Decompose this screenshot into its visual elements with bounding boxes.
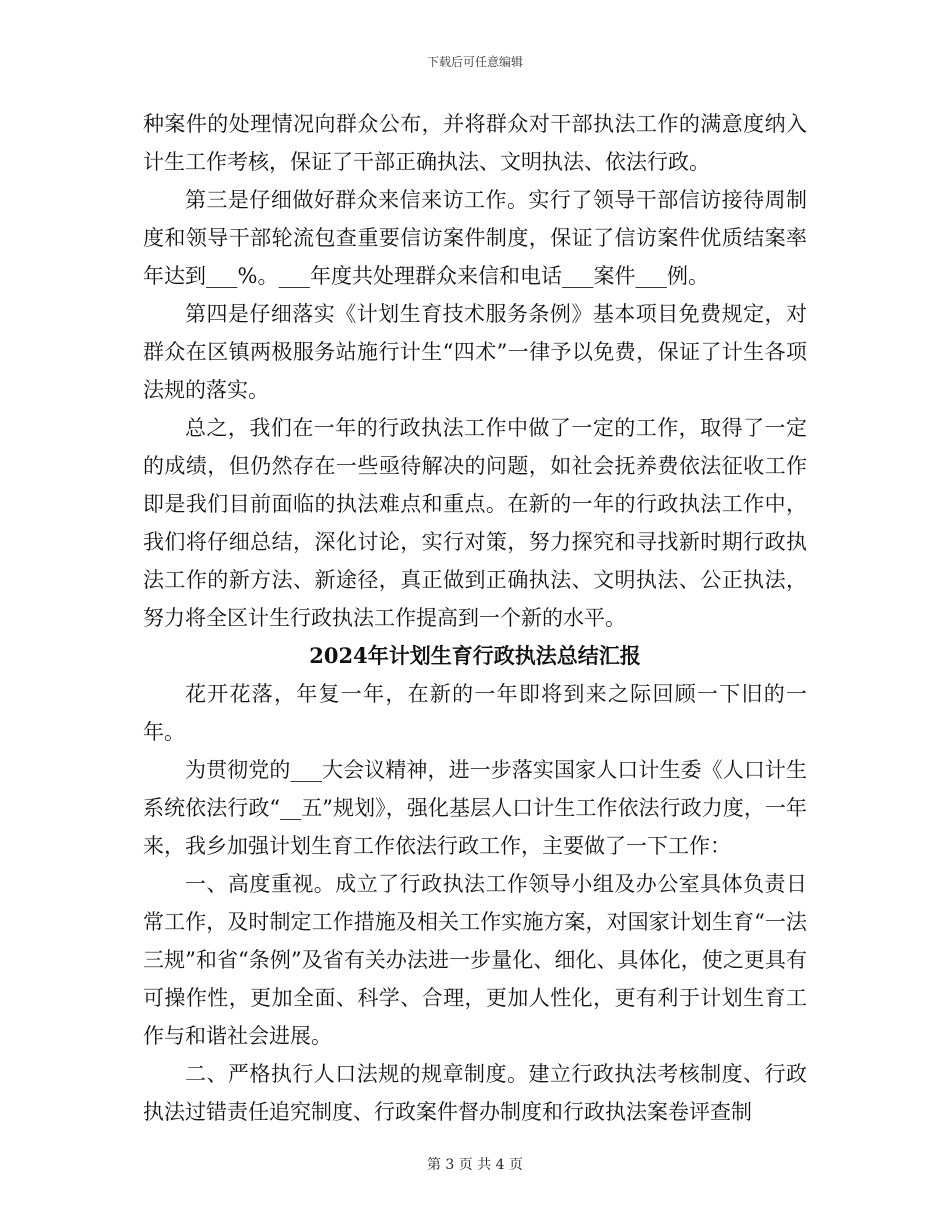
paragraph-technical-service: 第四是仔细落实《计划生育技术服务条例》基本项目免费规定，对群众在区镇两极服务站施行计生“四术”一律予以免费，保证了计生各项法规的落实。	[143, 302, 807, 402]
paragraph-letters-visits: 第三是仔细做好群众来信来访工作。实行了领导干部信访接待周制度和领导干部轮流包查重要信访案件制度，保证了信访案件优质结案率年达到___%。___年度共处理群众来信和电话___案件___例。	[143, 188, 807, 288]
paragraph-summary: 总之，我们在一年的行政执法工作中做了一定的工作，取得了一定的成绩，但仍然存在一些亟待解决的问题，如社会抚养费依法征收工作即是我们目前面临的执法难点和重点。在新的一年的行政执法工作中，我们将仔细总结，深化讨论，实行对策，努力探究和寻找新时期行政执法工作的新方法、新途径，真正做到正确执法、文明执法、公正执法，努力将全区计生行政执法工作提高到一个新的水平。	[143, 416, 807, 630]
paragraph-background: 为贯彻党的___大会议精神，进一步落实国家人口计生委《人口计生系统依法行政“__五”规划》，强化基层人口计生工作依法行政力度，一年来，我乡加强计划生育工作依法行政工作，主要做了一下工作：	[143, 758, 807, 858]
paragraph-point-one: 一、高度重视。成立了行政执法工作领导小组及办公室具体负责日常工作，及时制定工作措施及相关工作实施方案，对国家计划生育“一法三规”和省“条例”及省有关办法进一步量化、细化、具体化，使之更具有可操作性，更加全面、科学、合理，更加人性化，更有利于计划生育工作与和谐社会进展。	[143, 872, 807, 1048]
page-footer: 第 3 页 共 4 页	[426, 1157, 524, 1173]
paragraph-continuation: 种案件的处理情况向群众公布，并将群众对干部执法工作的满意度纳入计生工作考核，保证了干部正确执法、文明执法、依法行政。	[143, 112, 807, 174]
page-header: 下载后可任意编辑	[426, 55, 523, 69]
paragraph-point-two: 二、严格执行人口法规的规章制度。建立行政执法考核制度、行政执法过错责任追究制度、行政案件督办制度和行政执法案卷评查制	[143, 1062, 807, 1124]
section-title: 2024年计划生育行政执法总结汇报	[309, 643, 641, 668]
document-body	[143, 105, 807, 1131]
paragraph-intro: 花开花落，年复一年，在新的一年即将到来之际回顾一下旧的一年。	[143, 682, 807, 744]
